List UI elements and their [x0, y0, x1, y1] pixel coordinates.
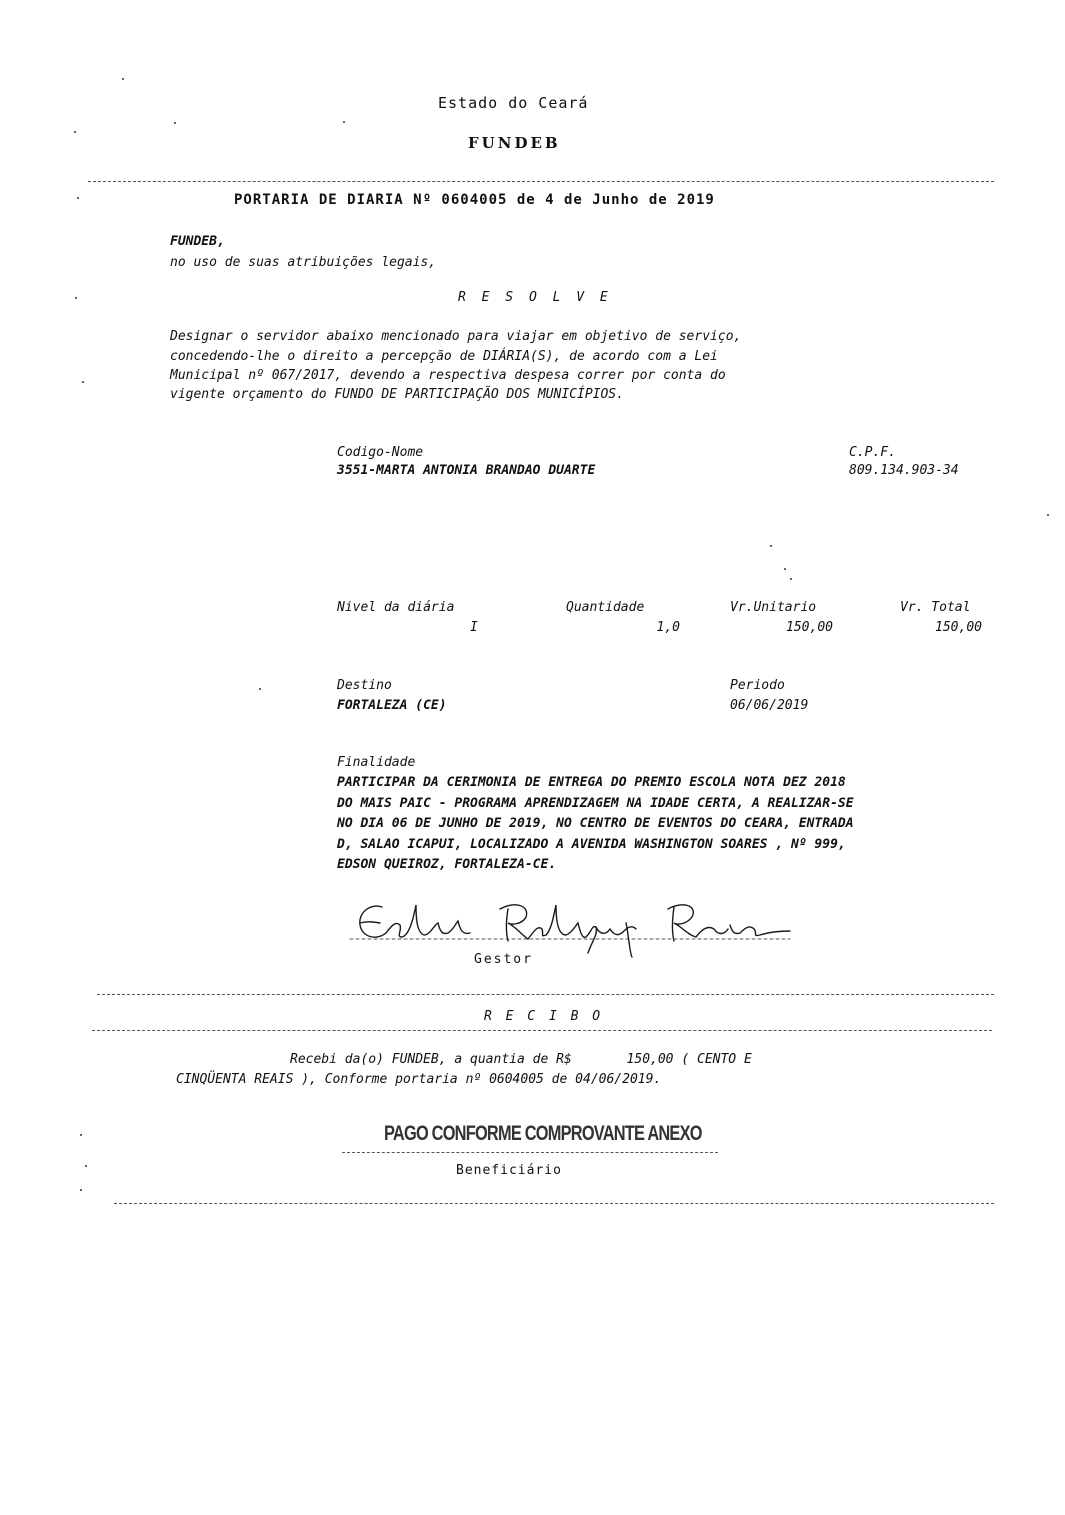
scan-speck	[259, 688, 261, 690]
scan-speck	[770, 545, 772, 547]
cpf-value: 809.134.903-34	[849, 463, 959, 478]
total-value: 150,00	[935, 620, 982, 635]
divider	[97, 994, 994, 995]
entity-name: FUNDEB	[468, 134, 561, 152]
periodo-value: 06/06/2019	[730, 698, 809, 713]
unitario-label: Vr.Unitario	[730, 600, 817, 615]
scan-speck	[122, 78, 124, 80]
quantidade-label: Quantidade	[566, 600, 645, 615]
scan-speck	[85, 1165, 87, 1167]
pago-stamp: PAGO CONFORME COMPROVANTE ANEXO	[384, 1122, 702, 1145]
destino-label: Destino	[337, 678, 392, 693]
intro-text: no uso de suas atribuições legais,	[170, 255, 437, 270]
scan-speck	[80, 1134, 82, 1136]
scan-speck	[82, 381, 84, 383]
scan-speck	[790, 578, 792, 580]
portaria-title: PORTARIA DE DIARIA Nº 0604005 de 4 de Junho de 2019	[234, 192, 715, 208]
finalidade-label: Finalidade	[337, 755, 416, 770]
nivel-label: Nivel da diária	[337, 600, 455, 615]
finalidade-line: D, SALAO ICAPUI, LOCALIZADO A AVENIDA WASHINGTON SOARES , Nº 999,	[337, 837, 846, 852]
scan-speck	[343, 121, 345, 123]
cpf-label: C.P.F.	[849, 445, 896, 460]
finalidade-line: DO MAIS PAIC - PROGRAMA APRENDIZAGEM NA IDADE CERTA, A REALIZAR-SE	[337, 796, 854, 811]
unitario-value: 150,00	[786, 620, 833, 635]
finalidade-line: NO DIA 06 DE JUNHO DE 2019, NO CENTRO DE EVENTOS DO CEARA, ENTRADA	[337, 816, 854, 831]
scan-speck	[74, 131, 76, 133]
scan-speck	[1047, 514, 1049, 516]
scan-speck	[77, 197, 79, 199]
nivel-value: I	[470, 620, 478, 635]
beneficiario-label: Beneficiário	[456, 1163, 562, 1178]
scan-speck	[784, 568, 786, 570]
total-label: Vr. Total	[900, 600, 971, 615]
gestor-signature	[330, 895, 800, 965]
destino-value: FORTALEZA (CE)	[337, 698, 447, 713]
codigo-nome-value: 3551-MARTA ANTONIA BRANDAO DUARTE	[337, 463, 596, 478]
recibo-heading: R E C I B O	[484, 1009, 604, 1024]
scan-speck	[174, 122, 176, 124]
scan-speck	[75, 297, 77, 299]
divider	[92, 1030, 992, 1031]
resolve-heading: R E S O L V E	[458, 290, 612, 305]
body-line: vigente orçamento do FUNDO DE PARTICIPAÇÃO DOS MUNICÍPIOS.	[170, 387, 624, 402]
recibo-line: Recebi da(o) FUNDEB, a quantia de R$ 150,00 ( CENTO E	[290, 1052, 752, 1067]
periodo-label: Periodo	[730, 678, 785, 693]
quantidade-value: 1,0	[656, 620, 680, 635]
finalidade-line: EDSON QUEIROZ, FORTALEZA-CE.	[337, 857, 557, 872]
scan-speck	[80, 1189, 82, 1191]
signature-line	[342, 1152, 718, 1153]
codigo-nome-label: Codigo-Nome	[337, 445, 424, 460]
body-line: Municipal nº 067/2017, devendo a respectiva despesa correr por conta do	[170, 368, 726, 383]
body-line: concedendo-lhe o direito a percepção de DIÁRIA(S), de acordo com a Lei	[170, 349, 718, 364]
divider	[114, 1203, 994, 1204]
finalidade-line: PARTICIPAR DA CERIMONIA DE ENTREGA DO PREMIO ESCOLA NOTA DEZ 2018	[337, 775, 846, 790]
divider	[88, 181, 994, 182]
recibo-line: CINQÜENTA REAIS ), Conforme portaria nº 0604005 de 04/06/2019.	[176, 1072, 662, 1087]
signature-text: Edmuck Rodrigues Rocha	[330, 895, 344, 896]
gestor-label: Gestor	[474, 952, 533, 967]
intro-entity: FUNDEB,	[170, 234, 225, 249]
body-line: Designar o servidor abaixo mencionado para viajar em objetivo de serviço,	[170, 329, 742, 344]
state-name: Estado do Ceará	[438, 94, 589, 112]
